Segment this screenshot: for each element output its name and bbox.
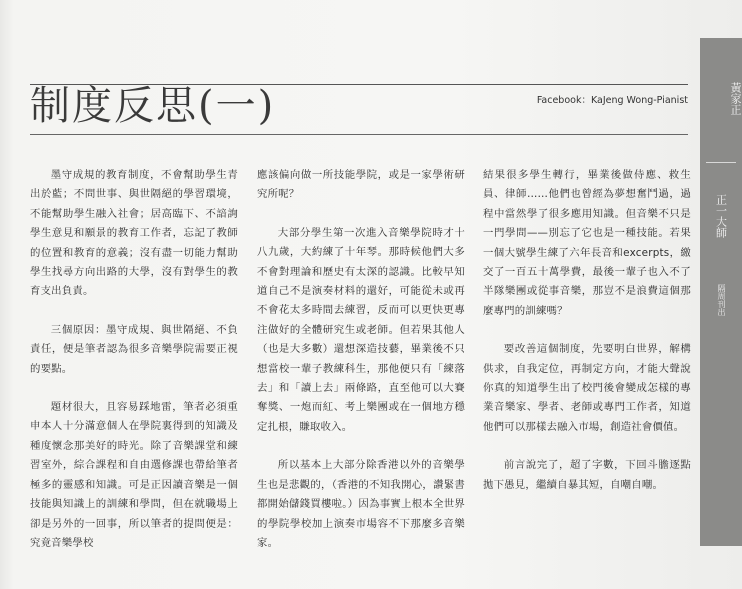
article-column-2 xyxy=(257,166,465,572)
paragraph: 所以基本上大部分除香港以外的音樂學生也是悲觀的，（香港的不知我開心，讚緊書都開始儲錢買樓啦。）因為事實上根本全世界的學院學校加上演奏市場容不下那麼多音樂家。 xyxy=(257,459,465,549)
sidebar-divider xyxy=(706,162,736,163)
column-name: 正一大師 xyxy=(714,194,728,238)
paragraph: 題材很大，且容易踩地雷，筆者必須重申本人十分滿意個人在學院裏得到的知識及種度懷念那美好的時光。除了音樂課堂和練習室外，綜合課程和自由選修課也帶給筆者極多的靈感和知識。可是正因讀音樂是一個技能與知識上的訓練和學問，但在就職場上卻是另外的一回事，所以筆者的提問便是：究竟音樂學校 xyxy=(30,401,238,549)
article-title: 制度反思(一) xyxy=(30,83,276,129)
paragraph: 大部分學生第一次進入音樂學院時才十八九歲，大約練了十年琴。那時候他們大多不會對理論和歷史有太深的認識。比較早知道自己不是演奏材料的還好，可能從未或再不會花太多時間去練習，反而可以更快更專注做好的全體研究生或老師。但若果其他人（也是大多數）還想深造技藝，畢業後不只想當校一輩子教練科生，那他便只有「練落去」和「讀上去」兩條路，直至他可以大賽奪獎、一炮而紅、考上樂團或在一個地方穩定扎根，賺取收入。 xyxy=(257,226,465,433)
header-bottom-rule xyxy=(30,134,688,135)
paragraph: 三個原因：墨守成規、與世隔絕、不負責任，便是筆者認為很多音樂學院需要正視的要點。 xyxy=(30,323,238,375)
publication-frequency: 隔周刊出 xyxy=(717,284,726,316)
author-sidebar xyxy=(700,38,742,546)
paragraph: 結果很多學生轉行，畢業後做侍應、救生員、律師……他們也曾經為夢想奮鬥過，過程中當然學了很多應用知識。但音樂不只是一門學問——別忘了它也是一種技能。若果一個大號學生練了六年長音和excerpts，繳交了一百五十萬學費，最後一輩子也入不了半隊樂團或從事音樂，那豈不是浪費這個那麼專門的訓練嗎？ xyxy=(483,169,691,317)
facebook-credit: Facebook：KaJeng Wong-Pianist xyxy=(536,95,688,106)
paragraph: 前言說完了，超了字數，下回斗膽逐點拋下愚見，繼續自暴其短，自嘲自嘲。 xyxy=(483,459,691,491)
article-column-1 xyxy=(30,166,238,572)
paragraph: 墨守成規的教育制度，不會幫助學生青出於藍；不問世事、與世隔絕的學習環境，不能幫助學生融入社會；居高臨下、不諳詢學生意見和願景的教育工作者，忘記了教師的位置和教育的意義；沒有盡一切能力幫助學生找尋方向出路的大學，沒有對學生的教育支出負責。 xyxy=(30,169,238,298)
paragraph: 應該偏向做一所技能學院，或是一家學術研究所呢？ xyxy=(257,169,465,201)
paragraph: 要改善這個制度，先要明白世界，解構供求，自我定位，再制定方向，才能大聲說你真的知道學生出了校門後會變成怎樣的專業音樂家、學者、老師或專門工作者，知道他們可以那樣去融入市場，創造社會價值。 xyxy=(483,343,691,433)
article-column-3 xyxy=(483,166,691,514)
author-name: 黃家正 xyxy=(729,82,742,115)
